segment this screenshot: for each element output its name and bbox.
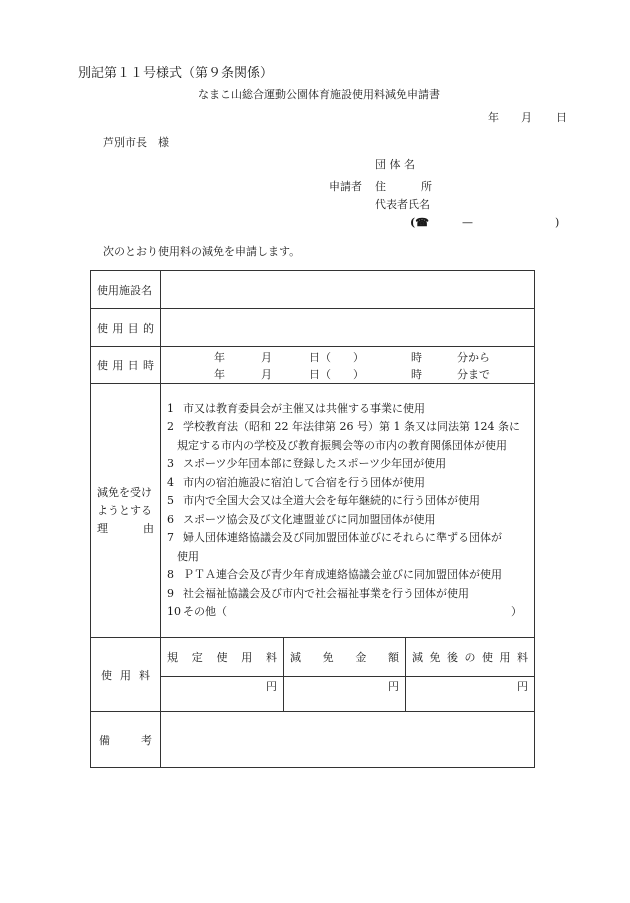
reason-item: 2 学校教育法（昭和 22 年法律第 26 号）第 1 条又は同法第 124 条に — [167, 420, 520, 433]
reason-item: 5 市内で全国大会又は全道大会を毎年継続的に行う団体が使用 — [167, 494, 480, 507]
intro-text: 次のとおり使用料の減免を申請します。 — [103, 245, 301, 258]
remarks-row — [91, 712, 535, 768]
reason-item-continuation: 規定する市内の学校及び教育振興会等の市内の教育関係団体が使用 — [177, 438, 507, 452]
datetime-label: 使 用 日 時 — [97, 359, 154, 372]
datetime-start: 年 月 日（ ） 時 分から — [214, 351, 490, 364]
after-reduction-fee-input[interactable]: 円 — [406, 677, 535, 712]
representative-label: 代表者氏名 — [375, 198, 430, 211]
applicant-label: 申請者 — [329, 180, 362, 193]
remarks-label: 備 考 — [99, 733, 152, 747]
reduction-amount-header: 減 免 金 額 — [284, 638, 406, 677]
datetime-row — [91, 347, 535, 384]
reason-item: 9 社会福祉協議会及び市内で社会福祉事業を行う団体が使用 — [167, 586, 469, 600]
phone-close: ) — [555, 216, 560, 229]
reason-item: 6 スポーツ協会及び文化連盟並びに同加盟団体が使用 — [167, 512, 436, 526]
reduction-amount-input[interactable]: 円 — [284, 677, 406, 712]
reason-item: 7 婦人団体連絡協議会及び同加盟団体並びにそれらに準ずる団体が — [167, 531, 502, 544]
reason-label-line-3: 理 由 — [97, 521, 154, 535]
reason-label-cell — [91, 384, 161, 638]
reason-item-other[interactable]: 10 その他（ ） — [167, 605, 523, 618]
remarks-label-cell — [91, 712, 161, 768]
fee-header-row — [91, 638, 535, 677]
reason-label-line-1: 減免を受け — [97, 485, 152, 499]
facility-row — [91, 271, 535, 309]
fee-label-cell — [91, 638, 161, 712]
datetime-end: 年 月 日（ ） 時 分まで — [214, 368, 490, 381]
regular-fee-header: 規 定 使 用 料 — [161, 638, 284, 677]
datetime-input-cell[interactable] — [161, 347, 535, 384]
reason-item: 3 スポーツ少年団本部に登録したスポーツ少年団が使用 — [167, 457, 447, 470]
date-month-label: 月 — [521, 111, 532, 124]
group-name-label: 団 体 名 — [375, 158, 415, 171]
fee-label: 使 用 料 — [101, 668, 150, 682]
reason-row — [91, 384, 535, 638]
facility-label: 使用施設名 — [97, 283, 152, 297]
regular-fee-input[interactable]: 円 — [161, 677, 284, 712]
addressee: 芦別市長 様 — [103, 136, 169, 149]
date-day-label: 日 — [556, 111, 567, 124]
facility-label-cell — [91, 271, 161, 309]
facility-input-cell[interactable] — [161, 271, 535, 309]
purpose-label-cell — [91, 309, 161, 347]
date-year-label: 年 — [488, 111, 499, 124]
reason-item-continuation: 使用 — [177, 549, 199, 563]
form-number: 別記第１１号様式（第９条関係） — [78, 66, 274, 81]
reason-item: 4 市内の宿泊施設に宿泊して合宿を行う団体が使用 — [167, 475, 425, 489]
reason-item: 1 市又は教育委員会が主催又は共催する事業に使用 — [167, 401, 425, 415]
purpose-label: 使 用 目 的 — [97, 321, 154, 335]
application-form-table — [90, 270, 535, 768]
reason-label-line-2: ようとする — [97, 503, 152, 517]
purpose-input-cell[interactable] — [161, 309, 535, 347]
address-label-1: 住 — [375, 180, 386, 193]
datetime-label-cell — [91, 347, 161, 384]
address-label-2: 所 — [421, 180, 432, 193]
phone-icon: (☎ — [410, 216, 429, 229]
page-title: なまこ山総合運動公園体育施設使用料減免申請書 — [198, 88, 440, 101]
after-reduction-fee-header: 減 免 後 の 使 用 料 — [406, 638, 535, 677]
remarks-input-cell[interactable] — [161, 712, 535, 768]
phone-dash: — — [462, 216, 473, 229]
reason-item: 8 ＰＴＡ連合会及び青少年育成連絡協議会並びに同加盟団体が使用 — [167, 568, 502, 581]
reason-list-cell — [161, 384, 535, 638]
purpose-row — [91, 309, 535, 347]
